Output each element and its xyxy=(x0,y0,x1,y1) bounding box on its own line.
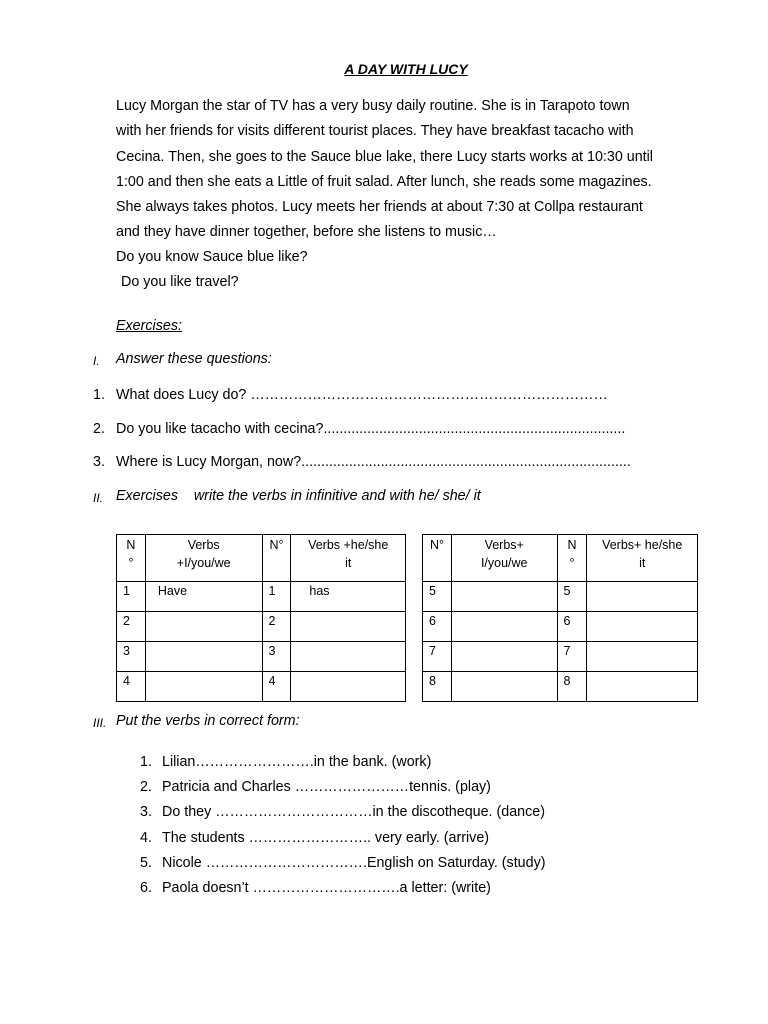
list-item xyxy=(140,800,545,825)
header-number: N ° xyxy=(117,535,146,582)
list-item xyxy=(140,826,545,851)
row-number: 5 xyxy=(423,582,452,612)
verb-cell[interactable] xyxy=(145,642,262,672)
question-2: Do you like tacacho with cecina?............................................................................ xyxy=(116,421,626,437)
fill-in-list xyxy=(140,750,545,901)
question-1-number: 1. xyxy=(93,387,105,403)
question-3-number: 3. xyxy=(93,454,105,470)
item-text: Do they ……………………………in the discotheque. (dance) xyxy=(162,804,545,821)
table-row xyxy=(423,612,698,642)
header-verbs-i-you-we: Verbs+ I/you/we xyxy=(451,535,557,582)
row-number: 1 xyxy=(262,582,291,612)
list-item xyxy=(140,851,545,876)
verbs-table-right xyxy=(422,534,698,702)
item-text: Patricia and Charles ……………………tennis. (play) xyxy=(162,779,491,796)
item-number: 3. xyxy=(140,804,152,821)
table-row xyxy=(117,642,406,672)
list-item xyxy=(140,750,545,775)
verb-cell[interactable] xyxy=(587,672,698,702)
question-1: What does Lucy do? ………………………………………………………………… xyxy=(116,387,608,403)
item-number: 2. xyxy=(140,779,152,796)
verb-cell[interactable] xyxy=(291,672,406,702)
row-number: 4 xyxy=(117,672,146,702)
header-verbs-he-she-it: Verbs +he/she it xyxy=(291,535,406,582)
item-text: Lilian…………………….in the bank. (work) xyxy=(162,754,432,770)
row-number: 4 xyxy=(262,672,291,702)
story-paragraph xyxy=(116,94,697,246)
row-number: 3 xyxy=(262,642,291,672)
verb-cell[interactable] xyxy=(291,612,406,642)
section-2-numeral: II. xyxy=(93,491,104,505)
header-number: N ° xyxy=(557,535,587,582)
list-item xyxy=(140,876,545,901)
section-3-title: Put the verbs in correct form: xyxy=(116,713,300,729)
table-row xyxy=(423,642,698,672)
verb-cell[interactable] xyxy=(587,612,698,642)
header-verbs-he-she-it: Verbs+ he/she it xyxy=(587,535,698,582)
verb-cell[interactable] xyxy=(451,582,557,612)
row-number: 1 xyxy=(117,582,146,612)
row-number: 8 xyxy=(557,672,587,702)
row-number: 6 xyxy=(557,612,587,642)
item-number: 1. xyxy=(140,754,152,770)
row-number: 6 xyxy=(423,612,452,642)
table-row xyxy=(117,612,406,642)
verb-cell[interactable]: Have xyxy=(145,582,262,612)
section-2-title: Exercises write the verbs in infinitive and with he/ she/ it xyxy=(116,488,481,504)
row-number: 2 xyxy=(262,612,291,642)
exercises-heading: Exercises: xyxy=(116,318,182,334)
verb-cell[interactable] xyxy=(451,672,557,702)
row-number: 7 xyxy=(557,642,587,672)
item-text: Paola doesn’t ………………………….a letter: (write) xyxy=(162,880,491,897)
verb-cell[interactable] xyxy=(451,642,557,672)
section-3-numeral: III. xyxy=(93,716,107,730)
table-row xyxy=(117,582,406,612)
question-2-number: 2. xyxy=(93,421,105,437)
verb-cell[interactable] xyxy=(587,642,698,672)
verbs-table-left xyxy=(116,534,406,702)
page-title: A DAY WITH LUCY xyxy=(344,61,468,77)
header-verbs-i-you-we: Verbs +I/you/we xyxy=(145,535,262,582)
verb-cell[interactable]: has xyxy=(291,582,406,612)
verb-cell[interactable] xyxy=(145,672,262,702)
list-item xyxy=(140,775,545,800)
header-number: N° xyxy=(262,535,291,582)
question-3: Where is Lucy Morgan, now?................................................................................... xyxy=(116,454,631,470)
item-number: 6. xyxy=(140,880,152,897)
verb-cell[interactable] xyxy=(587,582,698,612)
story-line: with her friends for visits different tourist places. They have breakfast tacacho with xyxy=(116,123,634,140)
header-number: N° xyxy=(423,535,452,582)
row-number: 7 xyxy=(423,642,452,672)
table-row xyxy=(423,672,698,702)
verb-cell[interactable] xyxy=(451,612,557,642)
verb-cell[interactable] xyxy=(145,612,262,642)
section-1-numeral: I. xyxy=(93,354,100,368)
story-line: She always takes photos. Lucy meets her friends at about 7:30 at Collpa restaurant xyxy=(116,199,643,216)
verb-cell[interactable] xyxy=(291,642,406,672)
item-text: The students …………………….. very early. (arrive) xyxy=(162,829,490,846)
story-line: 1:00 and then she eats a Little of fruit salad. After lunch, she reads some magazines. xyxy=(116,173,652,190)
story-line: and they have dinner together, before she listens to music… xyxy=(116,224,497,241)
item-number: 5. xyxy=(140,854,152,871)
story-line: Lucy Morgan the star of TV has a very busy daily routine. She is in Tarapoto town xyxy=(116,98,630,114)
question-travel: Do you like travel? xyxy=(121,274,239,290)
row-number: 5 xyxy=(557,582,587,612)
section-1-title: Answer these questions: xyxy=(116,351,272,367)
row-number: 8 xyxy=(423,672,452,702)
story-line: Cecina. Then, she goes to the Sauce blue lake, there Lucy starts works at 10:30 until xyxy=(116,148,653,165)
table-row xyxy=(423,582,698,612)
item-text: Nicole …………………………….English on Saturday. (study) xyxy=(162,854,546,871)
question-sauce-blue: Do you know Sauce blue like? xyxy=(116,249,308,265)
row-number: 3 xyxy=(117,642,146,672)
table-row xyxy=(117,672,406,702)
row-number: 2 xyxy=(117,612,146,642)
item-number: 4. xyxy=(140,829,152,846)
